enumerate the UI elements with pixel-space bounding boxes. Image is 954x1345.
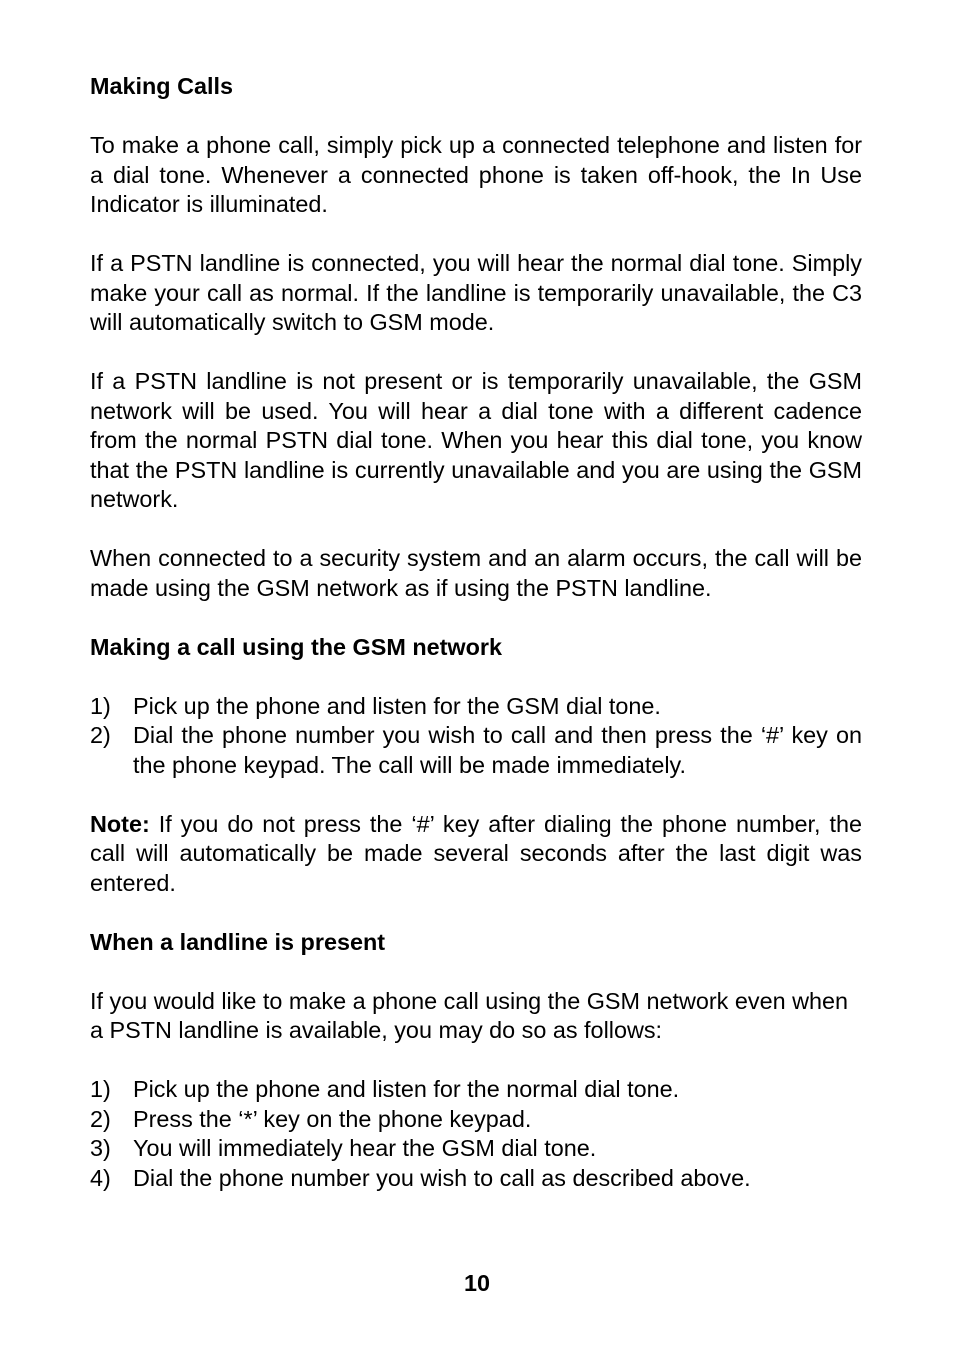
page-number: 10	[463, 1270, 491, 1296]
document-page	[90, 72, 862, 1193]
section-heading-making-calls: Making Calls	[90, 73, 233, 99]
list-item-text: Dial the phone number you wish to call and then press the ‘#’ key on the phone keypad. The call will be made immediately.	[133, 722, 862, 778]
list-item-number: 2)	[90, 722, 111, 748]
paragraph-landline-intro: If you would like to make a phone call using the GSM network even when a PSTN landline is available, you may do so as follows:	[90, 987, 849, 1043]
list-item-text: Press the ‘*’ key on the phone keypad.	[133, 1105, 532, 1132]
list-item	[90, 1164, 862, 1194]
note-text: If you do not press the ‘#’ key after dialing the phone number, the call will automatically be made several seconds after the last digit was entered.	[90, 810, 862, 896]
list-item-number: 3)	[90, 1135, 111, 1161]
list-item	[90, 1075, 862, 1105]
list-item	[90, 1105, 862, 1135]
list-item-text: Dial the phone number you wish to call as described above.	[133, 1164, 751, 1191]
paragraph-security-system: When connected to a security system and an alarm occurs, the call will be made using the GSM network as if using the PSTN landline.	[90, 545, 862, 601]
list-item-number: 4)	[90, 1164, 111, 1191]
list-item-number: 1)	[90, 692, 111, 719]
paragraph-dial-tone: To make a phone call, simply pick up a connected telephone and listen for a dial tone. Whenever a connected phone is taken off-hook, the In Use Indicator is illuminated.	[90, 132, 862, 217]
list-item-number: 1)	[90, 1076, 111, 1102]
list-item	[90, 1134, 862, 1164]
list-item	[90, 721, 862, 780]
list-item-number: 2)	[90, 1105, 111, 1132]
paragraph-pstn-connected: If a PSTN landline is connected, you will hear the normal dial tone. Simply make your call as normal. If the landline is temporarily unavailable, the C3 will automatically switch to GSM mode.	[90, 250, 862, 335]
paragraph-pstn-unavailable: If a PSTN landline is not present or is temporarily unavailable, the GSM network will be used. You will hear a dial tone with a different cadence from the normal PSTN dial tone. When you hear this dial tone, you know that the PSTN landline is currently unavailable and you are using the GSM network.	[90, 368, 862, 512]
list-item-text: You will immediately hear the GSM dial tone.	[133, 1135, 597, 1161]
section-heading-landline-present: When a landline is present	[90, 928, 386, 955]
note-label: Note:	[90, 810, 150, 837]
list-item-text: Pick up the phone and listen for the GSM dial tone.	[133, 692, 661, 719]
section-heading-gsm-call: Making a call using the GSM network	[90, 633, 503, 660]
note-paragraph	[90, 810, 862, 899]
gsm-call-steps	[90, 692, 862, 781]
list-item-text: Pick up the phone and listen for the normal dial tone.	[133, 1076, 680, 1102]
list-item	[90, 692, 862, 722]
landline-steps	[90, 1075, 862, 1193]
